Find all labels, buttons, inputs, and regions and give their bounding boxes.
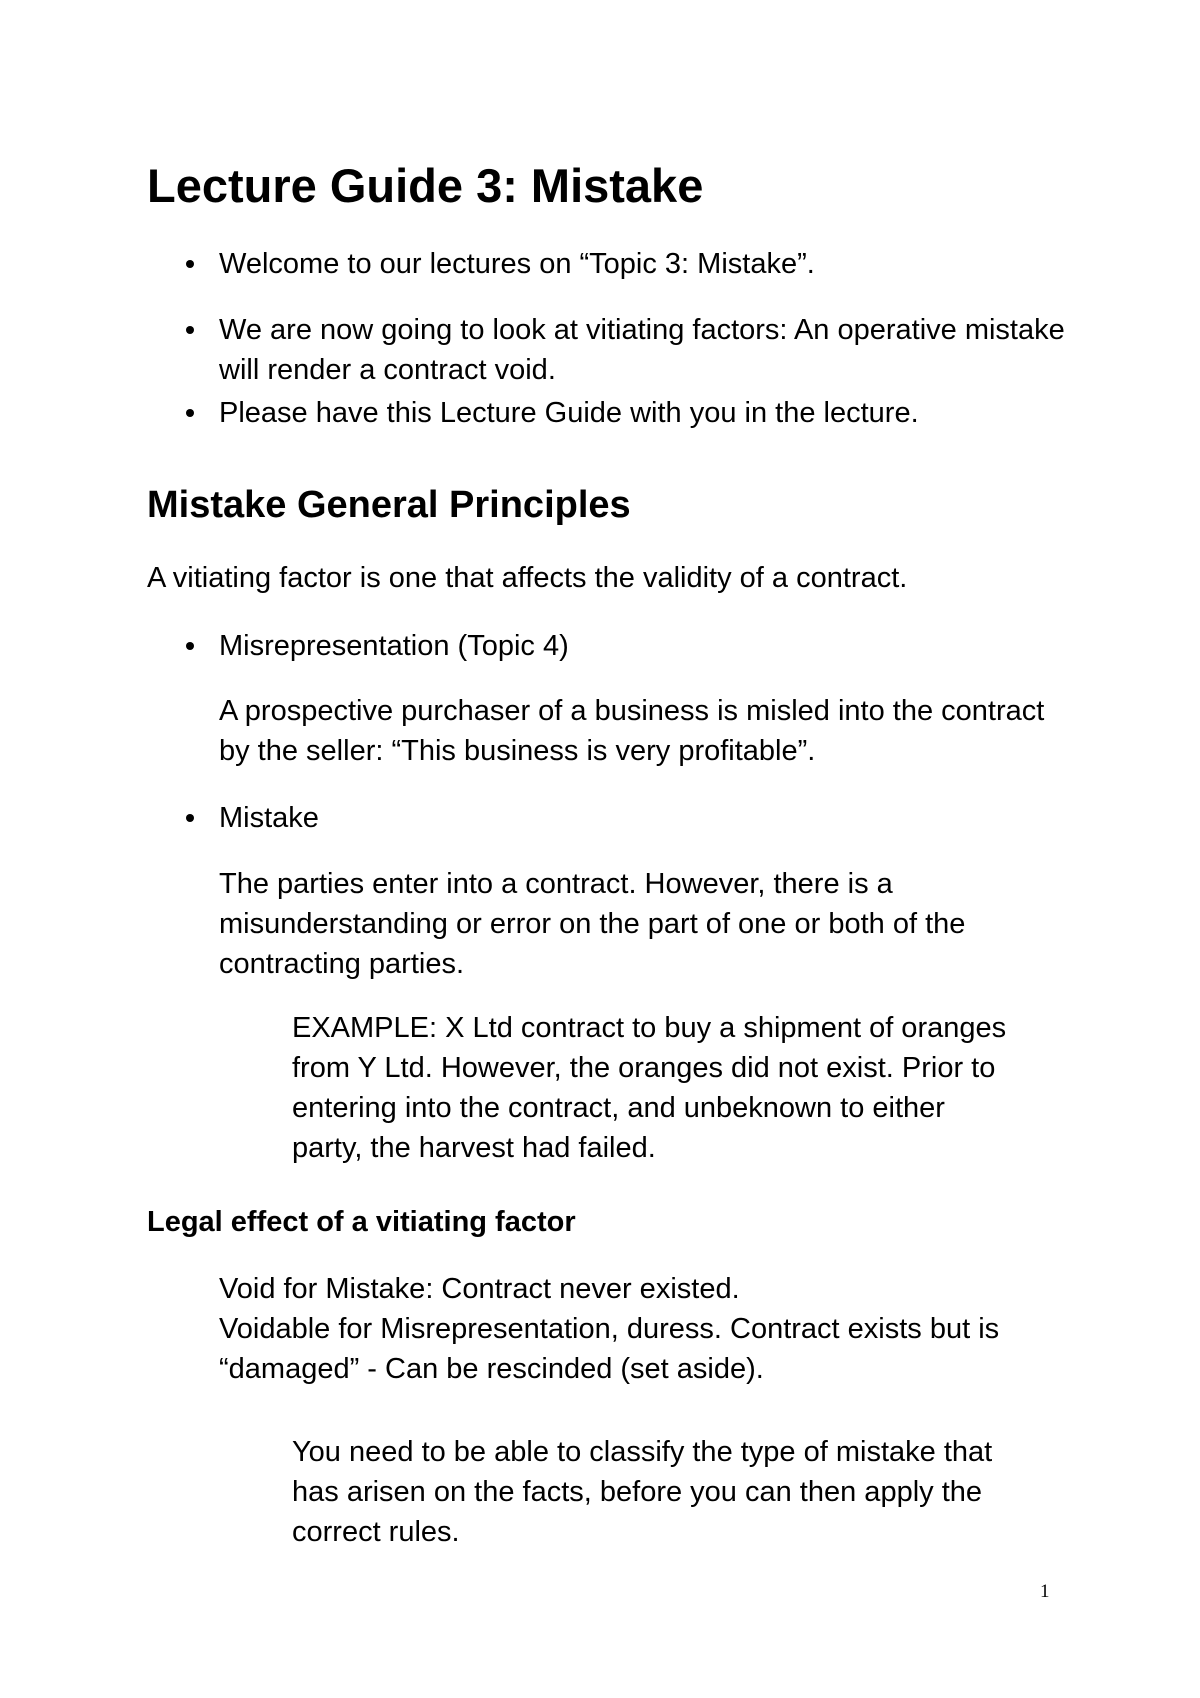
bullet-icon: [186, 326, 194, 334]
bullet-icon: [186, 642, 194, 650]
bullet-icon: [186, 260, 194, 268]
classify-note: You need to be able to classify the type of mistake that has arisen on the facts, before you can then apply the correct rules.: [292, 1436, 993, 1548]
vitiating-factor-definition: A vitiating factor is one that affects the validity of a contract.: [147, 562, 908, 594]
intro-bullet-1: Welcome to our lectures on “Topic 3: Mistake”.: [219, 248, 815, 280]
mistake-bullet: Mistake: [219, 802, 319, 834]
bullet-icon: [186, 814, 194, 822]
mistake-description: The parties enter into a contract. However, there is a misunderstanding or error on the part of one or both of the contracting parties.: [219, 868, 966, 980]
void-line: Void for Mistake: Contract never existed.: [219, 1273, 740, 1305]
orange-shipment-example: EXAMPLE: X Ltd contract to buy a shipment of oranges from Y Ltd. However, the oranges did not exist. Prior to entering into the contract, and unbeknown to either party, the harvest had failed.: [292, 1012, 1007, 1164]
bullet-icon: [186, 409, 194, 417]
section-heading-general-principles: Mistake General Principles: [147, 484, 631, 526]
section-heading-legal-effect: Legal effect of a vitiating factor: [147, 1206, 576, 1238]
misrepresentation-description: A prospective purchaser of a business is misled into the contract by the seller: “This business is very profitable”.: [219, 695, 1045, 767]
intro-bullet-3: Please have this Lecture Guide with you in the lecture.: [219, 397, 919, 429]
page-number: 1: [1040, 1581, 1050, 1602]
page-title: Lecture Guide 3: Mistake: [147, 159, 704, 212]
voidable-line: Voidable for Misrepresentation, duress. Contract exists but is “damaged” - Can be rescinded (set aside).: [219, 1313, 1000, 1385]
misrepresentation-bullet: Misrepresentation (Topic 4): [219, 630, 569, 662]
intro-bullet-2: We are now going to look at vitiating factors: An operative mistake will render a contract void.: [219, 314, 1065, 386]
